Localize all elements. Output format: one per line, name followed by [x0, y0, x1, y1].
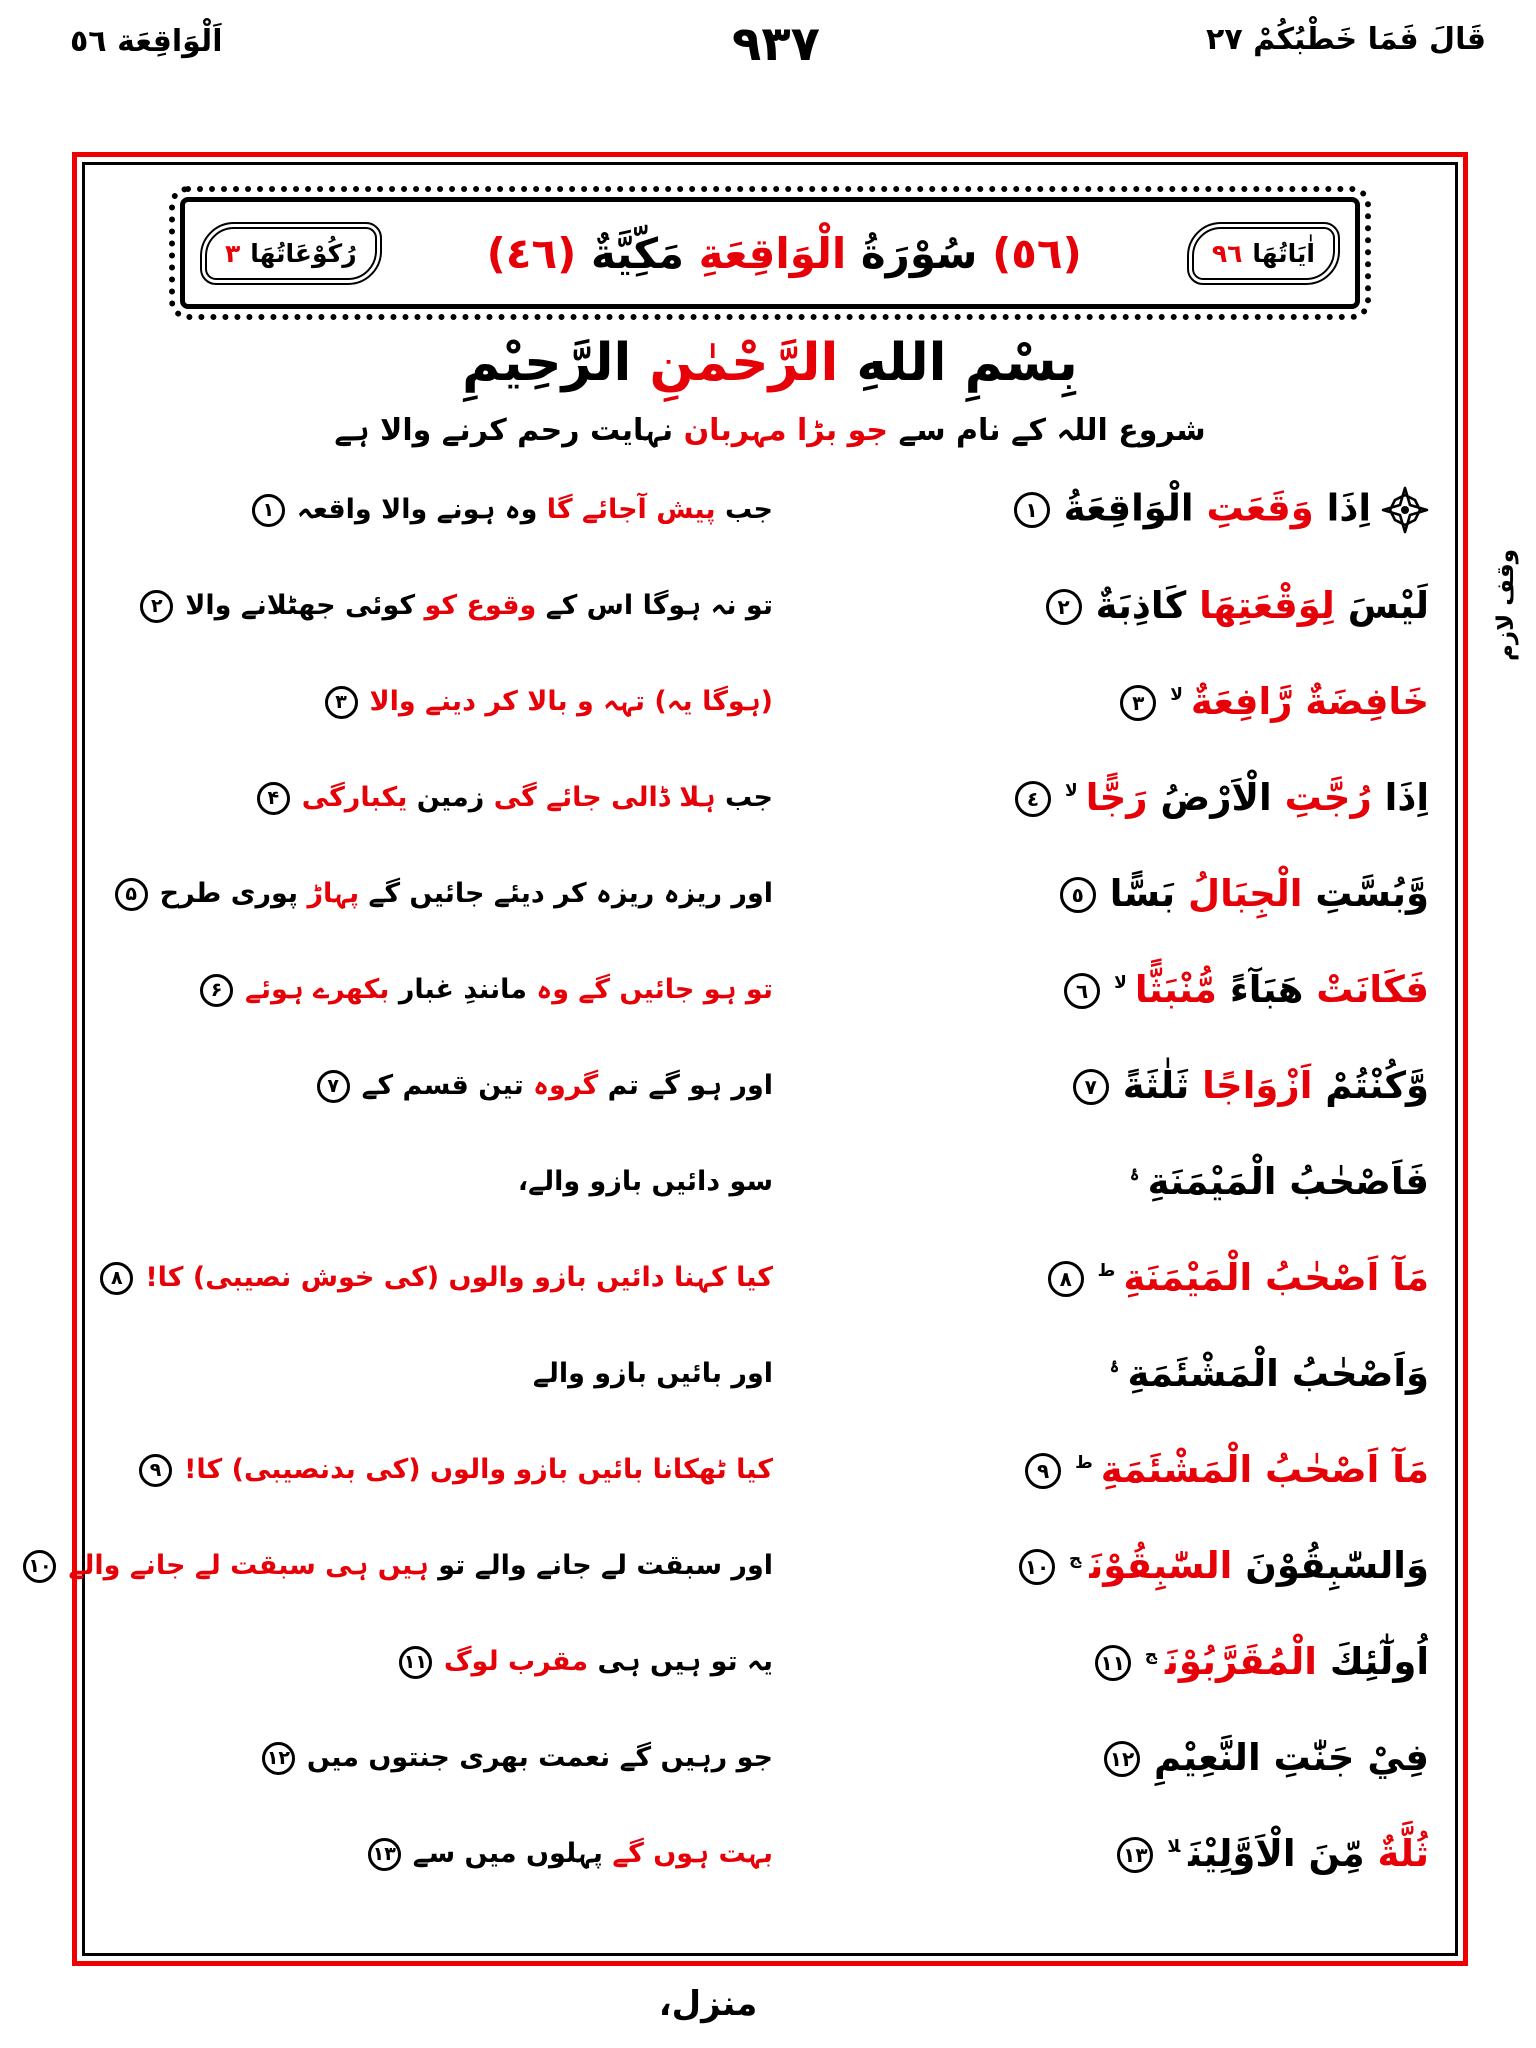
urdu-translation [117, 878, 773, 911]
page-border-black [28, 162, 1458, 1956]
ayah-number-badge: ١٣ [1117, 1837, 1153, 1873]
ruku-count-cartouche [200, 222, 382, 285]
arabic-verse [812, 967, 1429, 1011]
arabic-verse [812, 1159, 1429, 1203]
ayah-count-cartouche [1187, 222, 1340, 285]
verse-row [103, 1230, 1437, 1326]
text-segment: اِذَا [1313, 486, 1371, 530]
verse-list [28, 462, 1437, 1902]
verse-row [103, 750, 1437, 846]
text-segment: سو دائیں بازو والے، [517, 1165, 773, 1197]
running-head-surah-name: اَلْوَاقِعَة ٥٦ [70, 24, 223, 59]
surah-order: (٤٦) [486, 228, 577, 278]
text-segment: رَجًّا [1085, 775, 1148, 819]
ayah-number-badge: ٩ [1025, 1453, 1061, 1489]
ayah-number-badge: ١١ [1095, 1645, 1131, 1681]
text-segment: جب [715, 493, 773, 525]
translation-number-badge: ۳ [325, 686, 358, 719]
stop-sign: لا [1065, 781, 1078, 802]
translation-number-badge: ۲ [140, 590, 173, 623]
text-segment: وَاَصْحٰبُ الْمَشْئَمَةِ [1127, 1351, 1429, 1395]
text-segment: مُّنْبَثًّا [1134, 967, 1217, 1011]
page-number: ٩٣٧ [732, 16, 820, 72]
text-segment: ثُلَّةٌ [1364, 1831, 1429, 1875]
stop-sign: ۂ [1109, 1357, 1120, 1378]
ayah-number-badge: ٢ [1046, 589, 1082, 625]
ruku-count-value: ٣ [225, 238, 241, 268]
urdu-translation [117, 1070, 773, 1103]
urdu-translation [117, 782, 773, 815]
text-segment: بکھرے ہوئے [245, 973, 390, 1005]
ayah-number-badge: ٧ [1073, 1069, 1109, 1105]
surah-banner-inner [190, 207, 1350, 299]
bismillah-urdu-translation [103, 413, 1437, 448]
arabic-verse [812, 1447, 1429, 1491]
arabic-verse [812, 775, 1429, 819]
stop-sign: ج [1144, 1645, 1157, 1666]
text-segment: (ہوگا یہ) تہہ و بالا کر دینے والا [369, 685, 773, 717]
text-segment: گروہ [523, 1069, 599, 1101]
bismillah-part-red: الرَّحْمٰنِ [631, 333, 839, 393]
arabic-verse [812, 583, 1429, 627]
text-segment: لَيْسَ [1334, 583, 1429, 627]
stop-sign: ۂ [1129, 1165, 1140, 1186]
text-segment: الْوَاقِعَةُ [1063, 486, 1194, 530]
text-segment: بہت ہوں گے [602, 1837, 773, 1869]
surah-title [382, 229, 1187, 278]
translation-number-badge: ۵ [115, 878, 148, 911]
translation-number-badge: ۹ [139, 1454, 172, 1487]
text-segment: لِوَقْعَتِهَا [1186, 583, 1335, 627]
arabic-verse [812, 871, 1429, 915]
text-segment: الْمُقَرَّبُوْنَ [1164, 1639, 1317, 1683]
ayah-number-badge: ١ [1014, 492, 1050, 528]
manzil-marker: منزل، [658, 1984, 758, 2024]
urdu-translation [117, 1646, 773, 1679]
text-segment: مَآ اَصْحٰبُ الْمَشْئَمَةِ [1100, 1447, 1429, 1491]
text-segment: پہاڑ [298, 877, 360, 909]
text-segment: تو ہو جائیں گے وہ [527, 973, 773, 1005]
translation-number-badge: ۴ [257, 782, 290, 815]
text-segment: اور سبقت لے جانے والے تو [428, 1549, 773, 1581]
text-segment: اُولٰٓئِكَ [1316, 1639, 1429, 1683]
urdu-translation [111, 1261, 773, 1295]
text-segment: فِيْ جَنّٰتِ النَّعِيْمِ [1153, 1735, 1429, 1779]
surah-type: مَكِّيَّةٌ [576, 228, 685, 278]
translation-number-badge: ۷ [317, 1070, 350, 1103]
verse-row [103, 942, 1437, 1038]
text-segment: اور ہو گے تم [598, 1069, 773, 1101]
text-segment: وَقَعَتِ [1193, 486, 1314, 530]
verse-row [103, 1422, 1437, 1518]
stop-sign: ط [1097, 1261, 1116, 1282]
text-segment: تو نہ ہوگا اس کے [536, 589, 773, 621]
surah-banner [180, 197, 1360, 309]
text-segment: مِّنَ الْاَوَّلِيْنَ [1188, 1831, 1365, 1875]
text-segment: پوری طرح [159, 877, 299, 909]
arabic-verse [812, 679, 1429, 723]
surah-number: (٥٦) [992, 228, 1082, 278]
text-segment: اَزْوَاجًا [1189, 1063, 1313, 1107]
verse-row [103, 846, 1437, 942]
margin-stop-note: وقف لازم [1493, 549, 1520, 661]
text-segment: وقوع کو [415, 589, 537, 621]
surah-word: سُوْرَةُ [846, 228, 978, 278]
translation-number-badge: ۱۰ [23, 1550, 56, 1583]
verse-row [103, 1614, 1437, 1710]
text-segment: تین قسم کے [361, 1069, 524, 1101]
verse-row [28, 1518, 1437, 1614]
arabic-verse [812, 1639, 1429, 1683]
running-head [60, 16, 1492, 76]
text-segment: کیا ٹھکانا بائیں بازو والوں (کی بدنصیبی) کا! [184, 1453, 773, 1485]
ayah-count-value: ٩٦ [1211, 238, 1243, 268]
running-head-juz-marker: قَالَ فَمَا خَطْبُكُمْ ٢٧ [1206, 22, 1486, 57]
verse-row [103, 1038, 1437, 1134]
text-segment: ہیں ہی سبقت لے جانے والے [68, 1549, 429, 1581]
text-segment: یہ تو ہیں ہی [588, 1645, 773, 1677]
stop-sign: لا [1170, 685, 1183, 706]
urdu-translation [117, 974, 773, 1007]
text-segment: وَّبُسَّتِ [1302, 871, 1429, 915]
urdu-translation [117, 494, 773, 527]
arabic-verse [812, 486, 1429, 534]
verse-row [103, 1710, 1437, 1806]
bismillah-urdu-part: نہایت رحم کرنے والا ہے [334, 413, 674, 448]
text-segment: الْجِبَالُ [1175, 871, 1303, 915]
text-segment: مقرب لوگ [443, 1645, 589, 1677]
arabic-verse [812, 1543, 1429, 1587]
stop-sign: ج [1069, 1549, 1082, 1570]
text-segment: رُجَّتِ [1271, 775, 1372, 819]
page-border-red [28, 152, 1468, 1966]
text-segment: اِذَا [1371, 775, 1429, 819]
ayah-number-badge: ٥ [1060, 877, 1096, 913]
ayah-number-badge: ١٠ [1019, 1549, 1055, 1585]
text-segment: زمین [407, 781, 485, 813]
text-segment: جب [715, 781, 773, 813]
ayah-number-badge: ٤ [1015, 781, 1051, 817]
stop-sign: لا [1167, 1837, 1181, 1858]
text-segment: ہلا ڈالی جائے گی [484, 781, 716, 813]
text-segment: السّٰبِقُوْنَ [1089, 1543, 1233, 1587]
arabic-verse [812, 1831, 1429, 1875]
text-segment: ثَلٰثَةً [1122, 1063, 1190, 1107]
urdu-translation [117, 590, 773, 623]
bismillah-urdu-part: شروع اللہ کے نام سے [888, 413, 1206, 448]
text-segment: خَافِضَةٌ رَّافِعَةٌ [1190, 679, 1429, 723]
text-segment: فَاَصْحٰبُ الْمَيْمَنَةِ [1147, 1159, 1429, 1203]
text-segment: جو رہیں گے نعمت بھری جنتوں میں [306, 1741, 773, 1773]
urdu-translation [117, 1358, 773, 1390]
ayah-number-badge: ٨ [1048, 1261, 1084, 1297]
text-segment: فَكَانَتْ [1303, 967, 1429, 1011]
arabic-verse [812, 1063, 1429, 1107]
verse-row [103, 462, 1437, 558]
text-segment: مَآ اَصْحٰبُ الْمَيْمَنَةِ [1123, 1255, 1429, 1299]
text-segment: الْاَرْضُ [1147, 775, 1272, 819]
verse-row [103, 1806, 1437, 1902]
ruku-count-label: رُكُوْعَاتُهَا [250, 238, 357, 268]
bismillah-part: الرَّحِيْمِ [462, 333, 632, 393]
ayah-number-badge: ٣ [1120, 685, 1156, 721]
urdu-translation [117, 686, 773, 719]
ayah-number-badge: ١٢ [1104, 1741, 1140, 1777]
bismillah-urdu-part-red: جو بڑا مہربان [673, 413, 889, 448]
text-segment: اور بائیں بازو والے [532, 1357, 773, 1389]
verse-row [103, 558, 1437, 654]
text-segment: كَاذِبَةٌ [1095, 583, 1187, 627]
ayah-number-badge: ٦ [1064, 973, 1100, 1009]
urdu-translation [117, 1838, 773, 1871]
text-segment: وہ ہونے والا واقعہ [296, 493, 538, 525]
text-segment: بَسًّا [1109, 871, 1176, 915]
verse-row [103, 654, 1437, 750]
verse-row [103, 1134, 1437, 1230]
stop-sign: ط [1075, 1453, 1093, 1474]
text-segment: وَّكُنْتُمْ [1312, 1063, 1429, 1107]
bismillah [103, 333, 1437, 393]
text-segment: هَبَآءً [1216, 967, 1304, 1011]
arabic-verse [812, 1735, 1429, 1779]
text-segment: یکبارگی [301, 781, 408, 813]
text-segment: کیا کہنا دائیں بازو والوں (کی خوش نصیبی) کا! [145, 1261, 773, 1293]
ruku-flower-icon [1381, 486, 1429, 534]
translation-number-badge: ۱۱ [399, 1646, 432, 1679]
translation-number-badge: ۶ [200, 974, 233, 1007]
arabic-verse [812, 1255, 1429, 1299]
verse-row [103, 1326, 1437, 1422]
urdu-translation [117, 1742, 773, 1775]
translation-number-badge: ۱ [252, 494, 285, 527]
translation-number-badge: ۸ [100, 1262, 133, 1295]
ayah-count-label: اٰيَاتُهَا [1252, 238, 1315, 268]
text-segment: مانندِ غبار [389, 973, 527, 1005]
arabic-verse [812, 1351, 1429, 1395]
translation-number-badge: ۱۲ [262, 1742, 295, 1775]
bismillah-part: بِسْمِ اللهِ [838, 333, 1078, 393]
text-segment: پیش آجائے گا [537, 493, 716, 525]
text-segment: پہلوں میں سے [412, 1837, 603, 1869]
translation-number-badge: ۱۳ [368, 1838, 401, 1871]
stop-sign: لا [1114, 973, 1127, 994]
urdu-translation [117, 1166, 773, 1198]
urdu-translation [117, 1454, 773, 1487]
urdu-translation [28, 1549, 773, 1583]
text-segment: اور ریزہ ریزہ کر دیئے جائیں گے [359, 877, 773, 909]
text-segment: کوئی جھٹلانے والا [185, 589, 416, 621]
text-segment: وَالسّٰبِقُوْنَ [1232, 1543, 1429, 1587]
surah-name: الْوَاقِعَةِ [698, 228, 847, 278]
